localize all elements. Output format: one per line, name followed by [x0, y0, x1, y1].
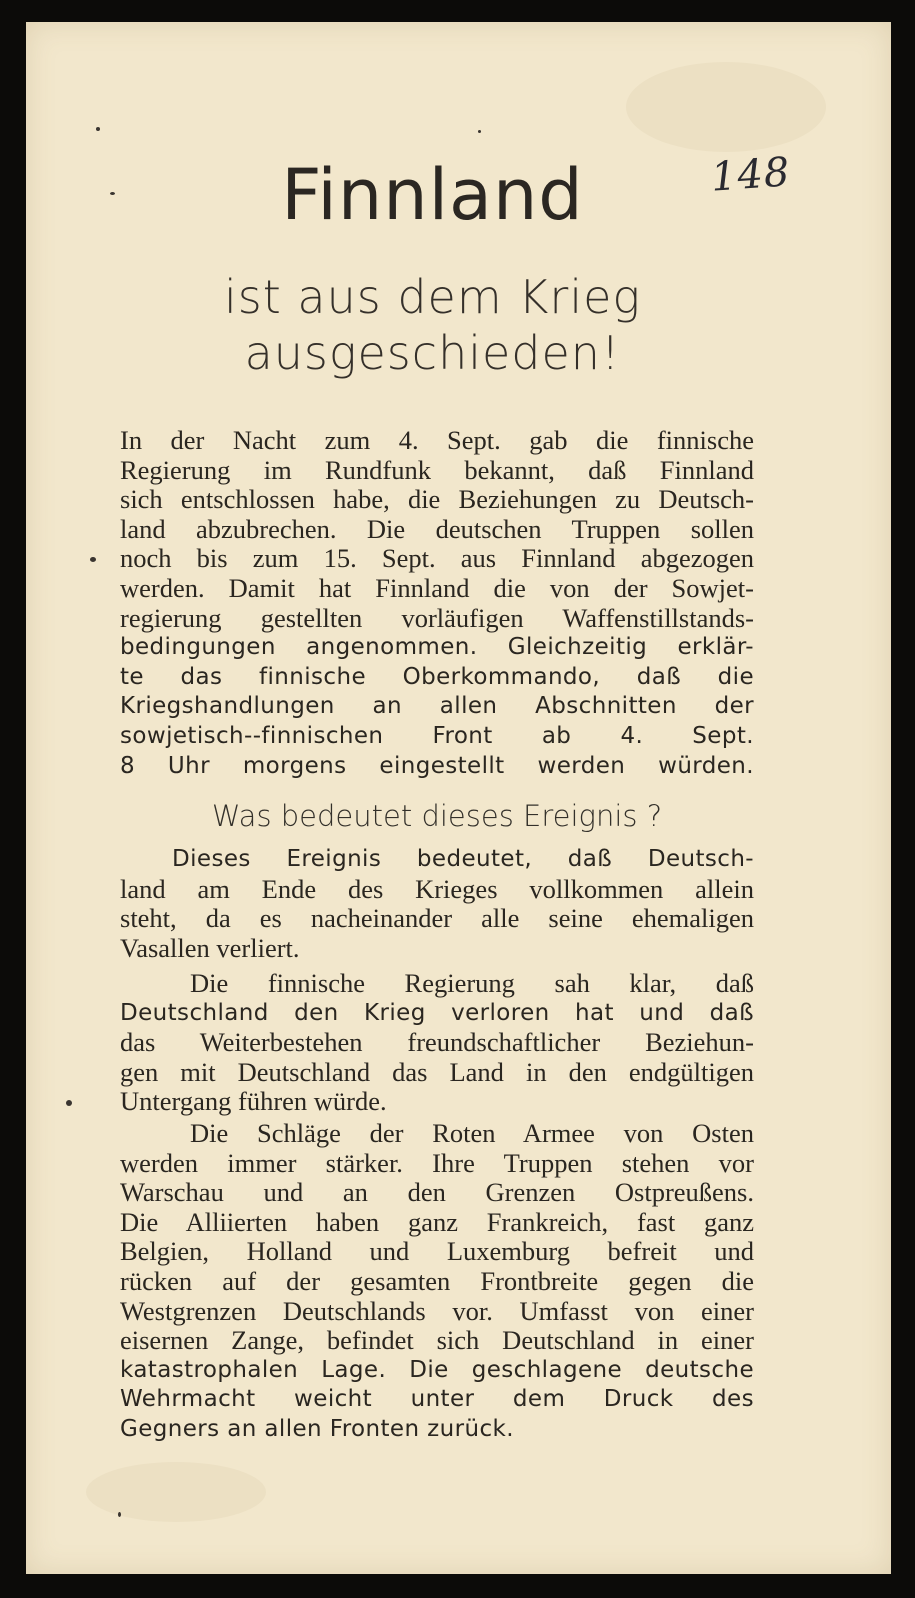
ink-speck	[118, 1512, 121, 1517]
ink-speck	[90, 557, 96, 562]
text-line: Gegners an allen Fronten zurück.	[120, 1415, 514, 1442]
headline: Finnland	[281, 154, 584, 236]
paper-stain	[86, 1462, 266, 1522]
text-line: rücken auf der gesamten Frontbreite gegen die	[120, 1265, 754, 1296]
text-line: katastrophalen Lage. Die geschlagene deutsche	[120, 1356, 754, 1383]
leaflet-sheet	[26, 22, 891, 1574]
ink-speck	[478, 130, 481, 133]
text-line: das Weiterbestehen freundschaftlicher Beziehun-	[120, 1027, 754, 1058]
ink-speck	[66, 1100, 72, 1106]
text-line: Die Schläge der Roten Armee von Osten	[190, 1118, 754, 1148]
subheadline-line-1: ist aus dem Krieg	[223, 270, 642, 324]
text-line: land am Ende des Krieges vollkommen allein	[120, 873, 754, 904]
text-line: Wehrmacht weicht unter dem Druck des	[120, 1386, 754, 1413]
text-line: Westgrenzen Deutschlands vor. Umfasst von einer	[120, 1295, 754, 1326]
subheadline-line-2: ausgeschieden!	[244, 326, 621, 380]
text-line: Vasallen verliert.	[120, 932, 300, 963]
paper-stain	[626, 62, 826, 152]
text-line: Deutschland den Krieg verloren hat und daß	[120, 999, 754, 1026]
text-line: gen mit Deutschland das Land in den endgültigen	[120, 1056, 754, 1087]
text-line: Regierung im Rundfunk bekannt, daß Finnland	[120, 454, 754, 485]
text-line: eisernen Zange, befindet sich Deutschland in einer	[120, 1325, 754, 1356]
text-line: land abzubrechen. Die deutschen Truppen sollen	[120, 513, 754, 544]
text-line: sich entschlossen habe, die Beziehungen zu Deutsch-	[120, 484, 754, 515]
text-line: Kriegshandlungen an allen Abschnitten der	[120, 693, 754, 720]
text-line: 8 Uhr morgens eingestellt werden würden.	[120, 752, 754, 779]
paragraph-2	[120, 845, 754, 963]
paragraph-4	[120, 1119, 754, 1445]
archive-number: 148	[709, 149, 792, 201]
paragraph-1	[120, 426, 754, 781]
text-line: steht, da es nacheinander alle seine ehemaligen	[120, 903, 754, 934]
text-line: noch bis zum 15. Sept. aus Finnland abgezogen	[120, 543, 754, 574]
text-line: sowjetisch--finnischen Front ab 4. Sept.	[120, 722, 754, 749]
paragraph-3	[120, 969, 754, 1117]
text-line: Die Alliierten haben ganz Frankreich, fast ganz	[120, 1206, 754, 1237]
text-line: Die finnische Regierung sah klar, daß	[190, 968, 754, 998]
text-line: Belgien, Holland und Luxemburg befreit und	[120, 1236, 754, 1267]
text-line: Untergang führen würde.	[120, 1086, 387, 1117]
text-line: regierung gestellten vorläufigen Waffenstillstands-	[120, 602, 754, 633]
text-line: werden immer stärker. Ihre Truppen stehen vor	[120, 1147, 754, 1178]
ink-speck	[96, 127, 100, 131]
text-line: bedingungen angenommen. Gleichzeitig erklär-	[120, 634, 754, 661]
text-line: In der Nacht zum 4. Sept. gab die finnische	[120, 425, 754, 455]
text-line: te das finnische Oberkommando, daß die	[120, 663, 754, 690]
text-line: Warschau und an den Grenzen Ostpreußens.	[120, 1177, 754, 1208]
text-line: werden. Damit hat Finnland die von der Sowjet-	[120, 572, 754, 603]
text-line: Dieses Ereignis bedeutet, daß Deutsch-	[172, 846, 754, 872]
section-question: Was bedeutet dieses Ereignis ?	[211, 799, 663, 833]
